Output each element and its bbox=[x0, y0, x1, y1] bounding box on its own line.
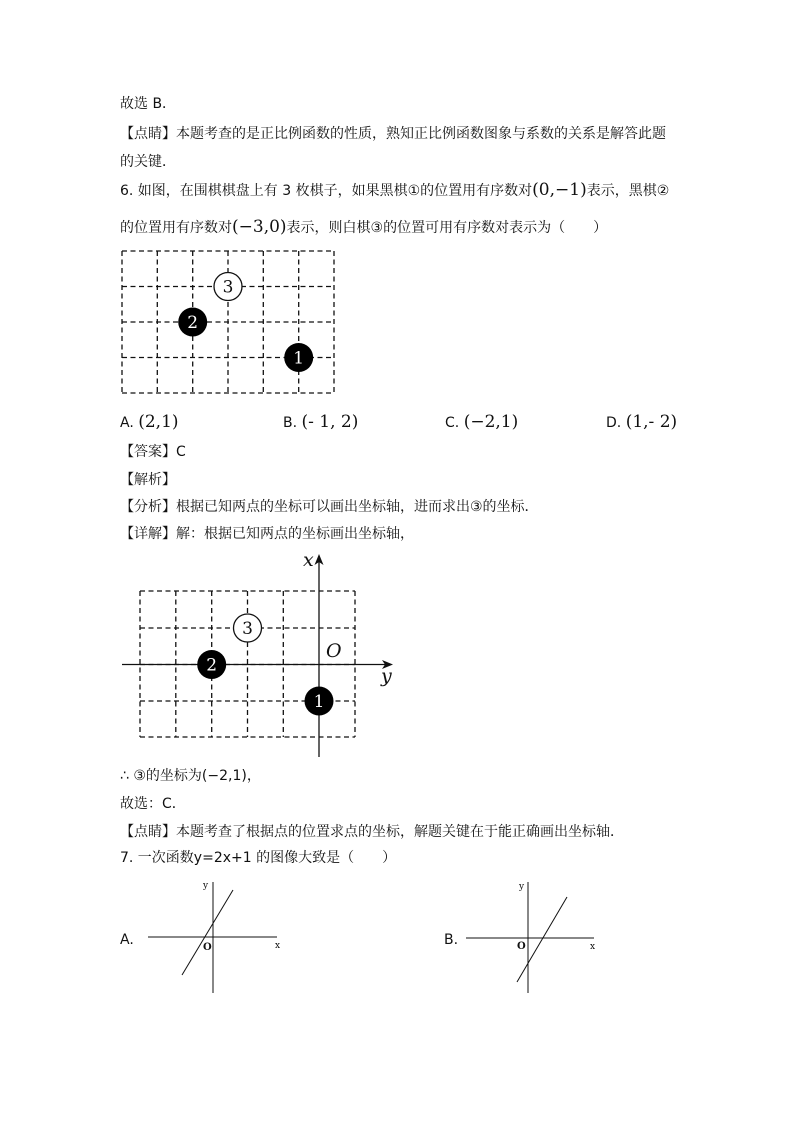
q6-coord-stone2: (−3,0) bbox=[232, 217, 287, 237]
q7b-y-label: y bbox=[519, 882, 525, 892]
q6-stem-text2-b: 表示，则白棋③的位置可用有序数对表示为（ ） bbox=[286, 220, 608, 236]
black-stone-2-fig2 bbox=[197, 650, 226, 679]
q7a-x-label: x bbox=[275, 941, 281, 951]
q6-option-a[interactable]: A. (2,1) bbox=[120, 412, 179, 432]
x-axis-label: x bbox=[303, 549, 314, 571]
q6-coord-stone1: (0,−1) bbox=[532, 180, 587, 200]
q6-option-d[interactable]: D. (1,- 2) bbox=[606, 412, 678, 432]
q7-option-a-label[interactable]: A. bbox=[120, 932, 134, 948]
svg-text:1: 1 bbox=[313, 692, 325, 712]
analysis-heading: 【解析】 bbox=[120, 472, 176, 488]
fenxi-line: 【分析】根据已知两点的坐标可以画出坐标轴，进而求出③的坐标． bbox=[120, 499, 539, 515]
q7-option-b-graph[interactable] bbox=[462, 875, 607, 1000]
q7b-x-label: x bbox=[590, 942, 596, 952]
q7a-y-label: y bbox=[203, 881, 209, 891]
go-board-figure bbox=[110, 240, 350, 410]
q6-stem-text2: 的位置用有序数对 bbox=[120, 220, 232, 236]
stone-1-label: 1 bbox=[293, 348, 305, 369]
origin-label: O bbox=[326, 640, 342, 662]
q6-stem-line1 bbox=[120, 180, 669, 201]
xiangjie-line: 【详解】解：根据已知两点的坐标画出坐标轴， bbox=[120, 526, 414, 542]
y-axis-label: y bbox=[381, 665, 392, 687]
black-stone-1 bbox=[284, 343, 313, 372]
coordinate-axes bbox=[122, 554, 393, 757]
q7-stem: 7. 一次函数y=2x+1 的图像大致是（ ） bbox=[120, 850, 397, 866]
stone-3-label: 3 bbox=[222, 277, 234, 298]
q6-option-c[interactable]: C. (−2,1) bbox=[445, 412, 519, 432]
white-stone-3 bbox=[214, 273, 242, 301]
q7a-origin-label: O bbox=[203, 942, 212, 953]
q6-stem-line2 bbox=[120, 217, 607, 238]
choose-b-line: 故选 B． bbox=[120, 96, 177, 112]
comment-line: 【点睛】本题考查的是正比例函数的性质，熟知正比例函数图象与系数的关系是解答此题 bbox=[120, 126, 666, 142]
stone-2-label: 2 bbox=[187, 313, 199, 333]
q7b-origin-label: O bbox=[517, 941, 526, 952]
black-stone-2 bbox=[178, 308, 207, 337]
svg-text:3: 3 bbox=[242, 619, 253, 639]
answer-line: 【答案】C bbox=[120, 444, 186, 460]
choose-c-line: 故选：C． bbox=[120, 796, 186, 812]
q6-stem-text-b: 表示，黑棋② bbox=[586, 183, 670, 199]
q7-option-b-label[interactable]: B. bbox=[444, 932, 459, 948]
q6-option-b[interactable]: B. (- 1, 2) bbox=[283, 412, 359, 432]
q6-comment-line: 【点睛】本题考查了根据点的位置求点的坐标，解题关键在于能正确画出坐标轴． bbox=[120, 824, 624, 840]
q7-option-a-graph[interactable] bbox=[145, 875, 290, 1000]
white-stone-3-fig2 bbox=[234, 614, 262, 642]
black-stone-1-fig2 bbox=[305, 687, 334, 716]
board-with-axes-figure bbox=[110, 545, 410, 765]
therefore-line: ∴ ③的坐标为(−2,1)， bbox=[120, 768, 261, 784]
q6-stem-text: 6. 如图，在围棋棋盘上有 3 枚棋子，如果黑棋①的位置用有序数对 bbox=[120, 183, 533, 199]
svg-text:2: 2 bbox=[206, 655, 218, 676]
comment-line-cont: 的关键． bbox=[120, 154, 176, 170]
